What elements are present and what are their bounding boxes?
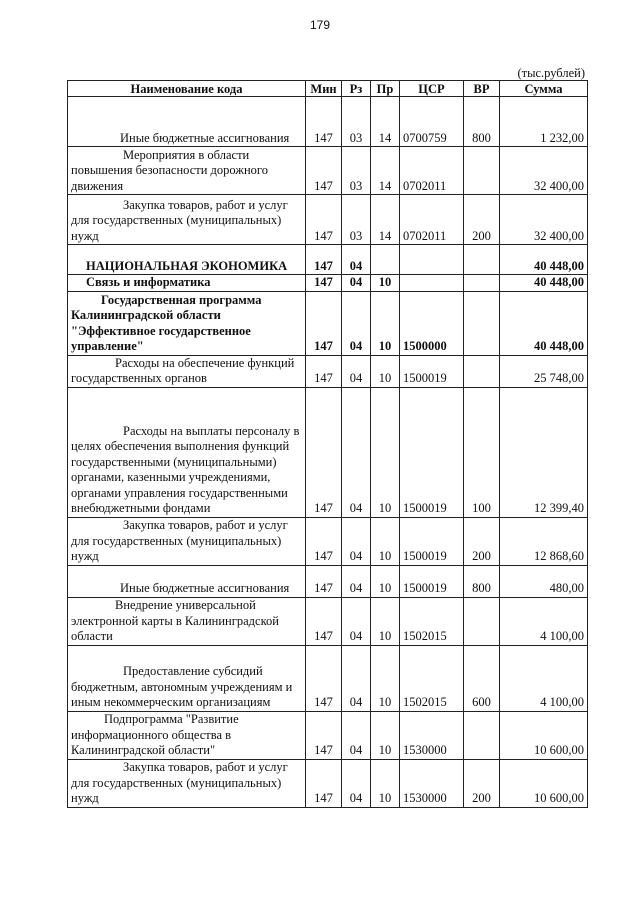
- row-vr: 800: [464, 97, 500, 147]
- row-rz: 04: [342, 565, 371, 597]
- row-rz: 04: [342, 245, 371, 275]
- row-csr: 0702011: [400, 147, 464, 195]
- header-name: Наименование кода: [68, 81, 306, 97]
- row-sum: 480,00: [500, 565, 588, 597]
- row-min: 147: [306, 291, 342, 355]
- row-pr: 10: [371, 291, 400, 355]
- row-rz: 03: [342, 195, 371, 245]
- row-name: Расходы на обеспечение функций государственных органов: [68, 355, 306, 387]
- row-rz: 04: [342, 597, 371, 645]
- budget-table: [67, 80, 588, 808]
- row-sum: 4 100,00: [500, 597, 588, 645]
- row-min: 147: [306, 195, 342, 245]
- header-csr: ЦСР: [400, 81, 464, 97]
- row-min: 147: [306, 517, 342, 565]
- table-row: [68, 517, 588, 565]
- row-vr: [464, 597, 500, 645]
- row-vr: 200: [464, 759, 500, 807]
- row-rz: 04: [342, 645, 371, 711]
- row-vr: 200: [464, 517, 500, 565]
- row-csr: 1500019: [400, 387, 464, 517]
- row-min: 147: [306, 147, 342, 195]
- table-row: [68, 387, 588, 517]
- units-note: (тыс.рублей): [517, 66, 585, 80]
- row-name: Закупка товаров, работ и услуг для государственных (муниципальных) нужд: [68, 759, 306, 807]
- row-csr: 1502015: [400, 645, 464, 711]
- row-csr: 1530000: [400, 711, 464, 759]
- row-rz: 03: [342, 147, 371, 195]
- header-sum: Сумма: [500, 81, 588, 97]
- table-row: [68, 195, 588, 245]
- row-sum: 1 232,00: [500, 97, 588, 147]
- row-pr: 10: [371, 275, 400, 292]
- row-csr: 0700759: [400, 97, 464, 147]
- header-row: [68, 81, 588, 97]
- row-csr: 1500019: [400, 517, 464, 565]
- row-name: Связь и информатика: [68, 275, 306, 292]
- header-min: Мин: [306, 81, 342, 97]
- row-vr: [464, 275, 500, 292]
- row-sum: 40 448,00: [500, 275, 588, 292]
- row-vr: [464, 711, 500, 759]
- table-row: [68, 645, 588, 711]
- row-vr: [464, 147, 500, 195]
- row-pr: 10: [371, 759, 400, 807]
- page-number: 179: [309, 18, 331, 32]
- row-sum: 10 600,00: [500, 759, 588, 807]
- row-sum: 40 448,00: [500, 291, 588, 355]
- row-rz: 04: [342, 517, 371, 565]
- row-pr: 10: [371, 645, 400, 711]
- row-name: Предоставление субсидий бюджетным, автономным учреждениям и иным некоммерческим организациям: [68, 645, 306, 711]
- row-pr: 10: [371, 597, 400, 645]
- row-csr: [400, 275, 464, 292]
- table-row: [68, 291, 588, 355]
- row-pr: 10: [371, 517, 400, 565]
- table-row: [68, 355, 588, 387]
- table-row: [68, 147, 588, 195]
- row-vr: 200: [464, 195, 500, 245]
- row-name: Подпрограмма "Развитие информационного общества в Калининградской области": [68, 711, 306, 759]
- row-min: 147: [306, 97, 342, 147]
- row-name: Закупка товаров, работ и услуг для государственных (муниципальных) нужд: [68, 195, 306, 245]
- row-min: 147: [306, 759, 342, 807]
- row-vr: [464, 291, 500, 355]
- row-name: НАЦИОНАЛЬНАЯ ЭКОНОМИКА: [68, 245, 306, 275]
- row-vr: [464, 245, 500, 275]
- row-vr: [464, 355, 500, 387]
- row-name: Государственная программа Калининградской области "Эффективное государственное управление": [68, 291, 306, 355]
- row-csr: 0702011: [400, 195, 464, 245]
- row-min: 147: [306, 355, 342, 387]
- table-row: [68, 597, 588, 645]
- row-pr: 10: [371, 355, 400, 387]
- row-name: Внедрение универсальной электронной карты в Калининградской области: [68, 597, 306, 645]
- row-sum: 12 868,60: [500, 517, 588, 565]
- row-rz: 04: [342, 275, 371, 292]
- row-vr: 600: [464, 645, 500, 711]
- row-sum: 4 100,00: [500, 645, 588, 711]
- row-csr: 1500000: [400, 291, 464, 355]
- row-name: Расходы на выплаты персоналу в целях обеспечения выполнения функций государственными (муниципальными) органами, казенными учреждениями, органами управления государственными внебюджетными фондами: [68, 387, 306, 517]
- row-sum: 32 400,00: [500, 147, 588, 195]
- row-min: 147: [306, 711, 342, 759]
- table-row: [68, 759, 588, 807]
- row-csr: 1530000: [400, 759, 464, 807]
- row-csr: 1500019: [400, 565, 464, 597]
- row-csr: 1502015: [400, 597, 464, 645]
- table-row: [68, 245, 588, 275]
- row-pr: 10: [371, 711, 400, 759]
- row-sum: 25 748,00: [500, 355, 588, 387]
- header-rz: Рз: [342, 81, 371, 97]
- row-rz: 04: [342, 387, 371, 517]
- table-row: [68, 275, 588, 292]
- row-name: Мероприятия в области повышения безопасности дорожного движения: [68, 147, 306, 195]
- table-row: [68, 711, 588, 759]
- table-row: [68, 565, 588, 597]
- row-sum: 40 448,00: [500, 245, 588, 275]
- row-pr: 10: [371, 387, 400, 517]
- table-row: [68, 97, 588, 147]
- row-name: Иные бюджетные ассигнования: [68, 97, 306, 147]
- row-pr: [371, 245, 400, 275]
- row-vr: 800: [464, 565, 500, 597]
- row-pr: 14: [371, 97, 400, 147]
- row-sum: 12 399,40: [500, 387, 588, 517]
- row-csr: [400, 245, 464, 275]
- row-name: Закупка товаров, работ и услуг для государственных (муниципальных) нужд: [68, 517, 306, 565]
- row-min: 147: [306, 387, 342, 517]
- row-pr: 10: [371, 565, 400, 597]
- row-rz: 04: [342, 355, 371, 387]
- row-vr: 100: [464, 387, 500, 517]
- row-rz: 04: [342, 291, 371, 355]
- row-rz: 04: [342, 711, 371, 759]
- row-min: 147: [306, 565, 342, 597]
- row-name: Иные бюджетные ассигнования: [68, 565, 306, 597]
- row-sum: 32 400,00: [500, 195, 588, 245]
- row-min: 147: [306, 275, 342, 292]
- row-pr: 14: [371, 195, 400, 245]
- row-min: 147: [306, 245, 342, 275]
- row-min: 147: [306, 597, 342, 645]
- row-pr: 14: [371, 147, 400, 195]
- header-pr: Пр: [371, 81, 400, 97]
- row-rz: 04: [342, 759, 371, 807]
- row-min: 147: [306, 645, 342, 711]
- row-rz: 03: [342, 97, 371, 147]
- row-sum: 10 600,00: [500, 711, 588, 759]
- row-csr: 1500019: [400, 355, 464, 387]
- header-vr: ВР: [464, 81, 500, 97]
